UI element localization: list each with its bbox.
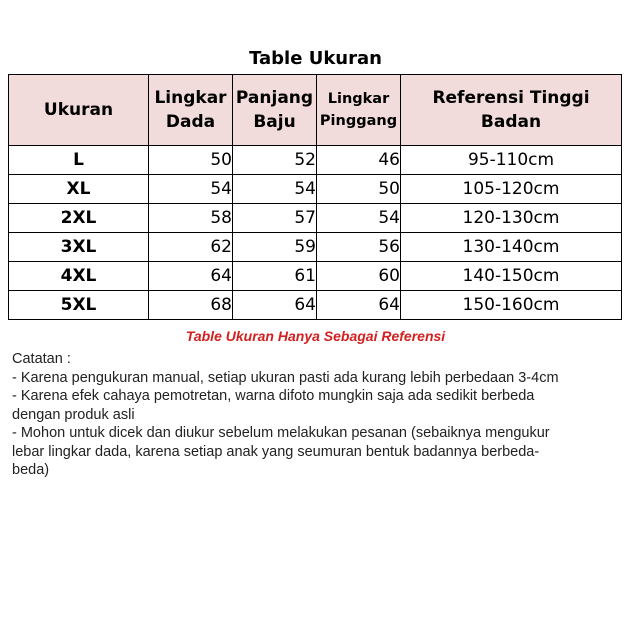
header-lingkar-dada-line1: Lingkar <box>154 88 227 108</box>
cell-tinggi-badan: 130-140cm <box>401 233 622 262</box>
table-row <box>9 175 622 204</box>
cell-lingkar-dada: 68 <box>149 291 233 320</box>
cell-size: 5XL <box>9 291 149 320</box>
cell-lingkar-pinggang: 54 <box>317 204 401 233</box>
cell-lingkar-dada: 58 <box>149 204 233 233</box>
cell-lingkar-dada: 50 <box>149 146 233 175</box>
cell-panjang-baju: 57 <box>233 204 317 233</box>
notes-line: dengan produk asli <box>12 406 135 423</box>
notes-line: - Mohon untuk dicek dan diukur sebelum melakukan pesanan (sebaiknya mengukur <box>12 425 550 441</box>
cell-tinggi-badan: 120-130cm <box>401 204 622 233</box>
table-header-row <box>9 75 622 146</box>
table-row <box>9 262 622 291</box>
notes-heading: Catatan : <box>12 351 71 367</box>
cell-size: 2XL <box>9 204 149 233</box>
header-panjang-baju-line2: Baju <box>253 112 296 132</box>
header-panjang-baju-line1: Panjang <box>235 88 314 108</box>
header-lingkar-pinggang-line2: Pinggang <box>319 113 398 129</box>
cell-lingkar-pinggang: 60 <box>317 262 401 291</box>
notes-line: lebar lingkar dada, karena setiap anak yang seumuran bentuk badannya berbeda- <box>12 443 540 460</box>
cell-lingkar-pinggang: 46 <box>317 146 401 175</box>
header-lingkar-dada <box>149 75 233 146</box>
notes-line: - Karena efek cahaya pemotretan, warna difoto mungkin saja ada sedikit berbeda <box>12 388 535 404</box>
table-row <box>9 233 622 262</box>
cell-lingkar-dada: 54 <box>149 175 233 204</box>
reference-note: Table Ukuran Hanya Sebagai Referensi <box>185 328 446 344</box>
header-referensi: Referensi Tinggi Badan <box>401 75 622 146</box>
table-row <box>9 146 622 175</box>
header-lingkar-pinggang-line1: Lingkar <box>327 91 390 107</box>
cell-panjang-baju: 61 <box>233 262 317 291</box>
cell-lingkar-pinggang: 56 <box>317 233 401 262</box>
cell-lingkar-pinggang: 64 <box>317 291 401 320</box>
cell-size: L <box>9 146 149 175</box>
cell-panjang-baju: 64 <box>233 291 317 320</box>
cell-lingkar-dada: 64 <box>149 262 233 291</box>
notes-block <box>12 350 622 480</box>
cell-tinggi-badan: 150-160cm <box>401 291 622 320</box>
cell-size: 4XL <box>9 262 149 291</box>
cell-tinggi-badan: 105-120cm <box>401 175 622 204</box>
cell-panjang-baju: 59 <box>233 233 317 262</box>
cell-size: XL <box>9 175 149 204</box>
notes-line: beda) <box>12 462 50 478</box>
header-lingkar-pinggang <box>317 75 401 146</box>
cell-lingkar-dada: 62 <box>149 233 233 262</box>
cell-lingkar-pinggang: 50 <box>317 175 401 204</box>
cell-tinggi-badan: 140-150cm <box>401 262 622 291</box>
cell-panjang-baju: 54 <box>233 175 317 204</box>
cell-panjang-baju: 52 <box>233 146 317 175</box>
header-lingkar-dada-line2: Dada <box>165 112 216 132</box>
cell-tinggi-badan: 95-110cm <box>401 146 622 175</box>
table-row <box>9 291 622 320</box>
header-panjang-baju <box>233 75 317 146</box>
table-row <box>9 204 622 233</box>
size-table <box>8 74 622 320</box>
cell-size: 3XL <box>9 233 149 262</box>
table-title: Table Ukuran <box>249 48 382 69</box>
header-ukuran: Ukuran <box>9 75 149 146</box>
notes-line: - Karena pengukuran manual, setiap ukuran pasti ada kurang lebih perbedaan 3-4cm <box>12 369 559 386</box>
